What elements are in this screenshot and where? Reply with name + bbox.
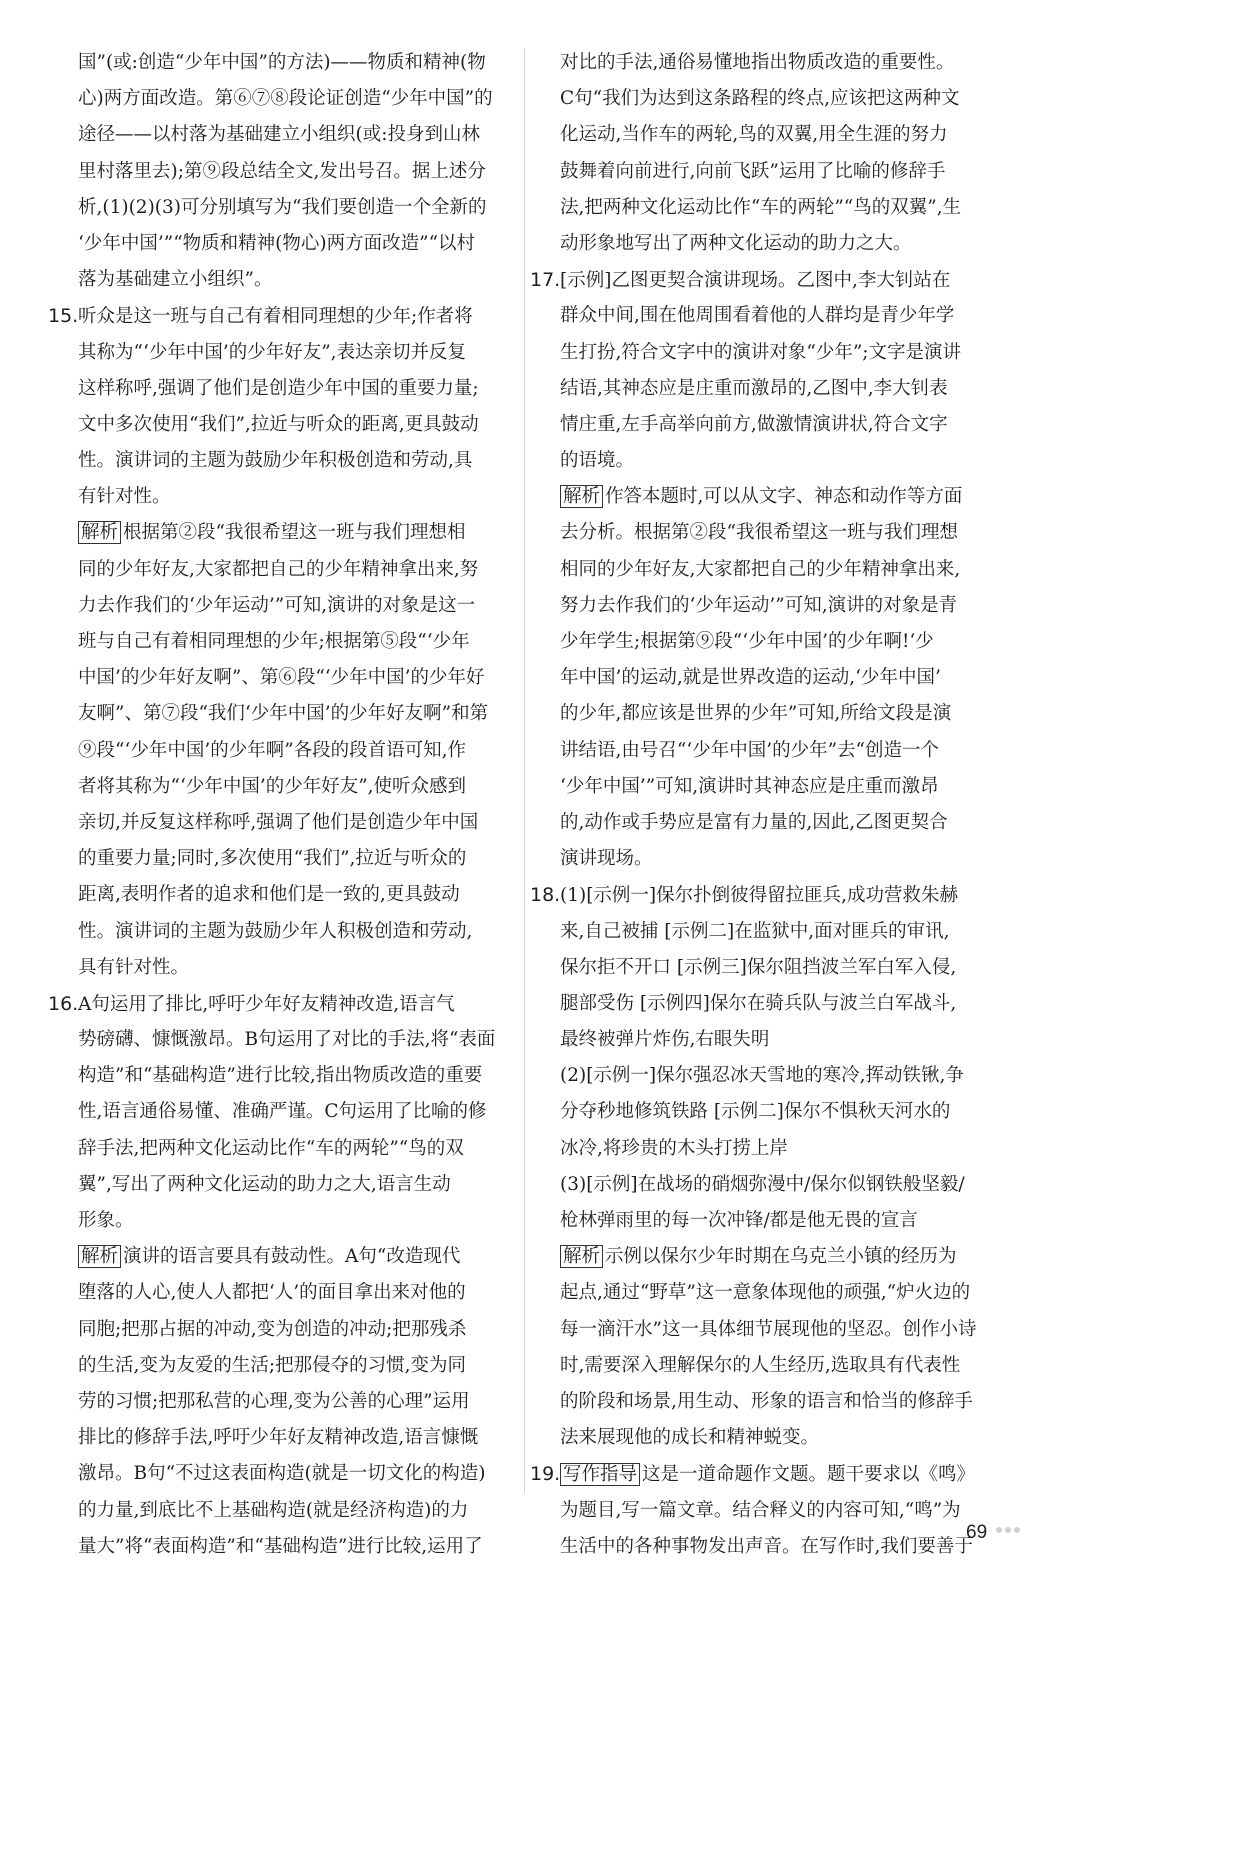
text-line: 生打扮,符合文字中的演讲对象“少年”;文字是演讲 xyxy=(560,341,962,363)
text-line: 努力去作我们的‘少年运动’”可知,演讲的对象是青 xyxy=(560,594,958,616)
text-line: 的力量,到底比不上基础构造(就是经济构造)的力 xyxy=(78,1499,469,1521)
text-line: 形象。 xyxy=(78,1210,134,1231)
example-tag: 示例 xyxy=(567,270,605,292)
text-line: 结语,其神态应是庄重而激昂的,乙图中,李大钊表 xyxy=(560,377,948,399)
question-number: 19. xyxy=(530,1463,561,1486)
text-line: 中国’的少年好友啊”、第⑥段“‘少年中国’的少年好 xyxy=(78,667,485,689)
text-line: 生活中的各种事物发出声音。在写作时,我们要善于 xyxy=(560,1535,973,1557)
text-line: 来,自己被捕 [示例二]在监狱中,面对匪兵的审讯, xyxy=(560,920,950,942)
text-line: (1)[示例一]保尔扑倒彼得留拉匪兵,成功营救朱赫 xyxy=(560,885,959,907)
text-line: 示例以保尔少年时期在乌克兰小镇的经历为 xyxy=(605,1246,957,1268)
text-line: 同的少年好友,大家都把自己的少年精神拿出来,努 xyxy=(78,558,479,580)
answer-19 xyxy=(530,1456,998,1565)
text-line: 讲结语,由号召“‘少年中国’的少年”去“创造一个 xyxy=(560,739,940,761)
text-line: 的重要力量;同时,多次使用“我们”,拉近与听众的 xyxy=(78,848,467,870)
analysis-tag: 解析 xyxy=(78,521,121,544)
text-line: 辞手法,把两种文化运动比作“车的两轮”“鸟的双 xyxy=(78,1137,464,1159)
text-line: 保尔拒不开口 [示例三]保尔阻挡波兰军白军入侵, xyxy=(560,956,957,978)
question-number: 16. xyxy=(48,992,79,1015)
text-line: 冰冷,将珍贵的木头打捞上岸 xyxy=(560,1137,788,1159)
text-line: 乙图更契合演讲现场。乙图中,李大钊站在 xyxy=(611,270,951,292)
text-line: ‘少年中国’”“物质和精神(物心)两方面改造”“以村 xyxy=(78,232,476,254)
text-line: 最终被弹片炸伤,右眼失明 xyxy=(560,1029,770,1051)
text-line: (3)[示例]在战场的硝烟弥漫中/保尔似钢铁般坚毅/ xyxy=(560,1173,965,1195)
text-line: 腿部受伤 [示例四]保尔在骑兵队与波兰白军战斗, xyxy=(560,992,957,1014)
text-line: 听众是这一班与自己有着相同理想的少年;作者将 xyxy=(78,306,473,328)
text-line: 落为基础建立小组织”。 xyxy=(78,269,273,291)
text-line: 友啊”、第⑦段“我们‘少年中国’的少年好友啊”和第 xyxy=(78,703,489,725)
text-line: 起点,通过“野草”这一意象体现他的顽强,“炉火边的 xyxy=(560,1282,971,1304)
text-line: 这是一道命题作文题。题干要求以《鸣》 xyxy=(642,1464,976,1486)
text-line: 排比的修辞手法,呼吁少年好友精神改造,语言慷慨 xyxy=(78,1427,479,1449)
text-line: ⑨段“‘少年中国’的少年啊”各段的段首语可知,作 xyxy=(78,739,467,761)
text-line: 法,把两种文化运动比作“车的两轮”“鸟的双翼”,生 xyxy=(560,196,962,218)
left-column xyxy=(48,45,518,1565)
text-line: 翼”,写出了两种文化运动的助力之大,语言生动 xyxy=(78,1173,451,1195)
text-line: 去分析。根据第②段“我很希望这一班与我们理想 xyxy=(560,522,958,544)
text-line: 年中国’的运动,就是世界改造的运动,‘少年中国’ xyxy=(560,667,941,689)
answer-15 xyxy=(48,298,518,986)
text-line: 每一滴汗水”这一具体细节展现他的坚忍。创作小诗 xyxy=(560,1318,977,1340)
text-line: 量大”将“表面构造”和“基础构造”进行比较,运用了 xyxy=(78,1535,483,1557)
text-line: 法来展现他的成长和精神蜕变。 xyxy=(560,1427,820,1449)
page-decoration-dots xyxy=(996,1527,1020,1533)
text-line: 性。演讲词的主题为鼓励少年人积极创造和劳动, xyxy=(78,920,473,942)
text-line: C句“我们为达到这条路程的终点,应该把这两种文 xyxy=(560,88,960,110)
text-line: 性,语言通俗易懂、准确严谨。C句运用了比喻的修 xyxy=(78,1101,487,1123)
text-line: 国”(或:创造“少年中国”的方法)——物质和精神(物 xyxy=(78,52,486,73)
text-line: 的少年,都应该是世界的少年”可知,所给文段是演 xyxy=(560,703,952,725)
text-line: 为题目,写一篇文章。结合释义的内容可知,“鸣”为 xyxy=(560,1499,961,1521)
text-line: 力去作我们的‘少年运动’”可知,演讲的对象是这一 xyxy=(78,594,476,616)
text-line: 者将其称为“‘少年中国’的少年好友”,使听众感到 xyxy=(78,775,467,797)
text-line: 情庄重,左手高举向前方,做激情演讲状,符合文字 xyxy=(560,413,948,435)
text-line: (2)[示例一]保尔强忍冰天雪地的寒冷,挥动铁锹,争 xyxy=(560,1065,964,1087)
question-number: 15. xyxy=(48,305,79,328)
text-line: 心)两方面改造。第⑥⑦⑧段论证创造“少年中国”的 xyxy=(78,88,493,110)
text-line: 途径——以村落为基础建立小组织(或:投身到山林 xyxy=(78,124,480,146)
text-line: 鼓舞着向前进行,向前飞跃”运用了比喻的修辞手 xyxy=(560,160,946,182)
text-line: 性。演讲词的主题为鼓励少年积极创造和劳动,具 xyxy=(78,450,473,472)
text-line: 动形象地写出了两种文化运动的助力之大。 xyxy=(560,232,912,254)
text-line: 的语境。 xyxy=(560,450,635,472)
column-divider xyxy=(524,48,525,1493)
text-line: 的,动作或手势应是富有力量的,因此,乙图更契合 xyxy=(560,811,948,833)
question-number: 17. xyxy=(530,269,561,292)
text-line: 根据第②段“我很希望这一班与我们理想相 xyxy=(123,522,466,544)
text-line: 势磅礴、慷慨激昂。B句运用了对比的手法,将“表面 xyxy=(78,1029,496,1051)
text-line: 枪林弹雨里的每一次冲锋/都是他无畏的宣言 xyxy=(560,1210,918,1231)
text-line: 这样称呼,强调了他们是创造少年中国的重要力量; xyxy=(78,377,479,399)
text-line: 有针对性。 xyxy=(78,486,171,508)
answer-17: 17.[示例]乙图更契合演讲现场。乙图中,李大钊站在 群众中间,围在他周围看着他的人群均是青少年学 生打扮,符合文字中的演讲对象“少年”;文字是演讲 结语,其神态应是庄重而激昂的,乙图中,李大钊表 情庄重,左手高举向前方,做激情演讲状,符合文字 的语境。 解析 作答本题时,可以从文字、神态和动作等方面 去分析。根据第②段“我很希望这一班与我们理想 相同的少年好友,大家都把自己的少年精神拿出来, 努力去作我们的‘少年运动’”可知,演讲的对象是青 少年学生;根据第⑨段“‘少年中国’的少年啊!‘少 年中国’的运动,就是世界改造的运动,‘少年中国’ 的少年,都应该是世界的少年”可知,所给文段是演 讲结语,由号召“‘少年中国’的少年”去“创造一个 ‘少年中国’”可知,演讲时其神态应是庄重而激昂 的,动作或手势应是富有力量的,因此,乙图更契合 演讲现场。 xyxy=(530,262,998,877)
text-line: 具有针对性。 xyxy=(78,956,190,978)
writing-guide-tag: 写作指导 xyxy=(560,1463,640,1486)
text-line: 演讲现场。 xyxy=(560,848,653,870)
analysis-tag: 解析 xyxy=(560,1245,603,1268)
text-line: 里村落里去);第⑨段总结全文,发出号召。据上述分 xyxy=(78,160,486,182)
text-line: 劳的习惯;把那私营的心理,变为公善的心理”运用 xyxy=(78,1390,470,1412)
text-line: 距离,表明作者的追求和他们是一致的,更具鼓动 xyxy=(78,884,460,906)
text-line: 时,需要深入理解保尔的人生经历,选取具有代表性 xyxy=(560,1354,961,1376)
text-line: 其称为“‘少年中国’的少年好友”,表达亲切并反复 xyxy=(78,341,467,363)
page-number: 69 xyxy=(966,1522,988,1543)
analysis-tag: 解析 xyxy=(560,485,603,508)
text-line: 析,(1)(2)(3)可分别填写为“我们要创造一个全新的 xyxy=(78,196,487,218)
text-line: ‘少年中国’”可知,演讲时其神态应是庄重而激昂 xyxy=(560,775,939,797)
text-line: 亲切,并反复这样称呼,强调了他们是创造少年中国 xyxy=(78,811,479,833)
continued-paragraph xyxy=(530,45,998,262)
text-line: 相同的少年好友,大家都把自己的少年精神拿出来, xyxy=(560,558,961,580)
text-line: 对比的手法,通俗易懂地指出物质改造的重要性。 xyxy=(560,52,955,73)
text-line: 演讲的语言要具有鼓动性。A句“改造现代 xyxy=(123,1246,461,1268)
text-line: 文中多次使用“我们”,拉近与听众的距离,更具鼓动 xyxy=(78,413,479,435)
text-line: 同胞;把那占据的冲动,变为创造的冲动;把那残杀 xyxy=(78,1318,467,1340)
right-column xyxy=(530,45,998,1565)
text-line: A句运用了排比,呼吁少年好友精神改造,语言气 xyxy=(78,993,455,1015)
text-line: 群众中间,围在他周围看着他的人群均是青少年学 xyxy=(560,305,955,327)
text-line: 的生活,变为友爱的生活;把那侵夺的习惯,变为同 xyxy=(78,1354,466,1376)
answer-18 xyxy=(530,877,998,1456)
text-line: 少年学生;根据第⑨段“‘少年中国’的少年啊!‘少 xyxy=(560,631,934,652)
text-line: 的阶段和场景,用生动、形象的语言和恰当的修辞手 xyxy=(560,1390,973,1412)
text-line: 构造”和“基础构造”进行比较,指出物质改造的重要 xyxy=(78,1065,483,1087)
answer-16 xyxy=(48,986,518,1565)
text-line: 激昂。B句“不过这表面构造(就是一切文化的构造) xyxy=(78,1463,486,1485)
text-line: 化运动,当作车的两轮,鸟的双翼,用全生涯的努力 xyxy=(560,124,948,146)
text-line: 作答本题时,可以从文字、神态和动作等方面 xyxy=(605,486,963,508)
text-line: 班与自己有着相同理想的少年;根据第⑤段“‘少年 xyxy=(78,631,470,652)
analysis-tag: 解析 xyxy=(78,1245,121,1268)
continued-paragraph xyxy=(48,45,518,298)
question-number: 18. xyxy=(530,884,561,907)
text-line: 堕落的人心,使人人都把‘人’的面目拿出来对他的 xyxy=(78,1282,466,1304)
text-line: 分夺秒地修筑铁路 [示例二]保尔不惧秋天河水的 xyxy=(560,1101,951,1123)
